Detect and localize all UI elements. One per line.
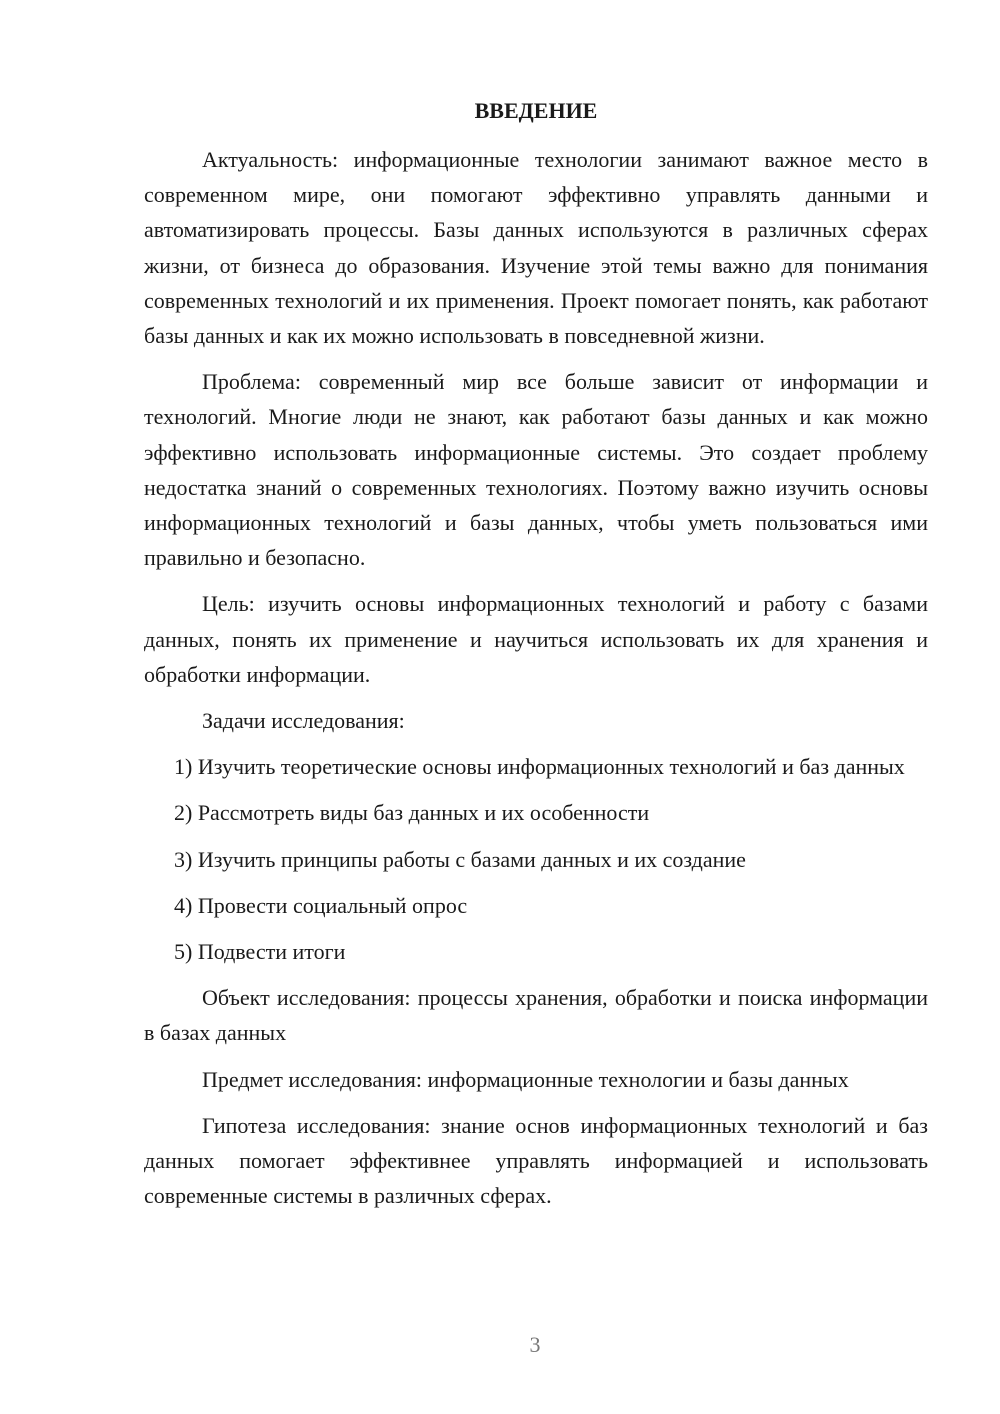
paragraph-object: Объект исследования: процессы хранения, обработки и поиска информации в базах данных [144, 985, 928, 1046]
tasks-heading: Задачи исследования: [202, 708, 405, 734]
page-content [144, 96, 928, 1224]
page-number: 3 [529, 1332, 541, 1357]
paragraph-hypothesis: Гипотеза исследования: знание основ информационных технологий и баз данных помогает эффективнее управлять информацией и использовать современные системы в различных сферах. [144, 1112, 928, 1209]
paragraph-relevance: Актуальность: информационные технологии занимают важное место в современном мире, они помогают эффективно управлять данными и автоматизировать процессы. Базы данных используются в различных сферах жизни, от бизнеса до образования. Изучение этой темы важно для понимания современных технологий и их применения. Проект помогает понять, как работают базы данных и как их можно использовать в повседневной жизни. [144, 147, 928, 349]
list-item: 1) Изучить теоретические основы информационных технологий и баз данных [174, 754, 905, 780]
paragraph-problem: Проблема: современный мир все больше зависит от информации и технологий. Многие люди не знают, как работают базы данных и как можно эффективно использовать информационные системы. Это создает проблему недостатка знаний о современных технологиях. Поэтому важно изучить основы информационных технологий и базы данных, чтобы уметь пользоваться ими правильно и безопасно. [144, 369, 928, 571]
paragraph-subject: Предмет исследования: информационные технологии и базы данных [202, 1066, 849, 1092]
list-item: 5) Подвести итоги [174, 939, 346, 965]
list-item: 2) Рассмотреть виды баз данных и их особенности [174, 800, 650, 826]
paragraph-goal: Цель: изучить основы информационных технологий и работу с базами данных, понять их применение и научиться использовать их для хранения и обработки информации. [144, 591, 928, 687]
list-item: 4) Провести социальный опрос [174, 892, 468, 918]
page-title: ВВЕДЕНИЕ [474, 98, 598, 123]
list-item: 3) Изучить принципы работы с базами данных и их создание [174, 846, 746, 872]
tasks-list [144, 749, 928, 969]
